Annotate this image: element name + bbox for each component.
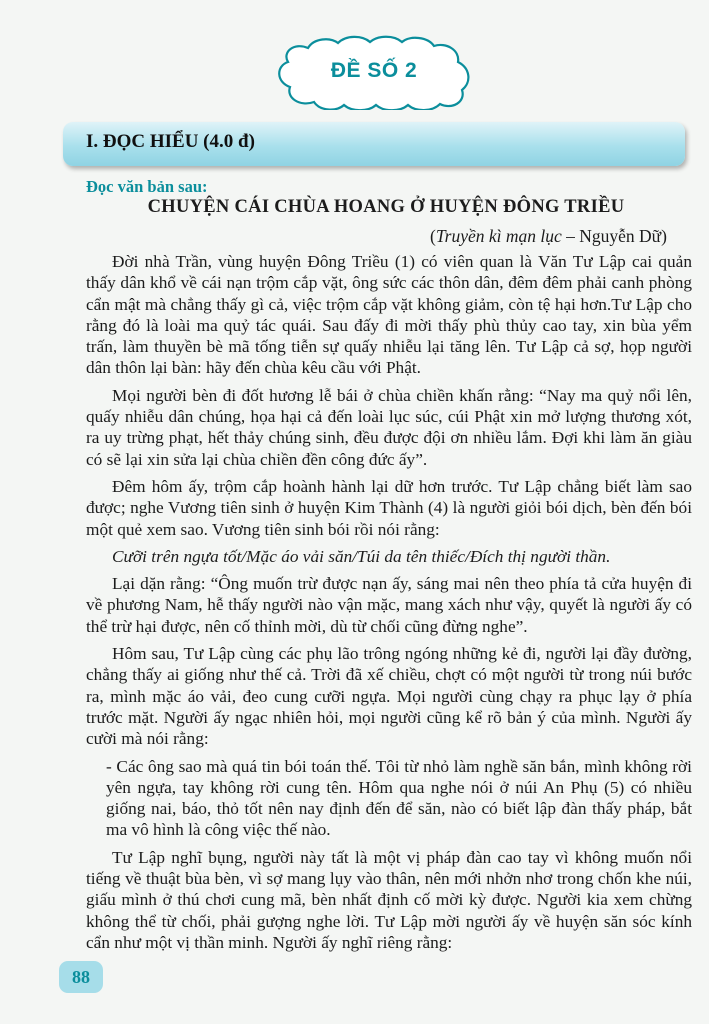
reading-prompt: Đọc văn bản sau: (86, 177, 208, 196)
paragraph: Tư Lập nghĩ bụng, người này tất là một vị pháp đàn cao tay vì không muốn nổi tiếng về thuật bùa bèn, vì sợ mang lụy vào thân, nên mới nhởn nhơ trong chốn khe núi, giấu mình ở thú chơi cung mã, bèn nhất định cố mời kỳ được. Người kia xem chừng không thể từ chối, phải gượng nghe lời. Tư Lập mời người ấy về huyện săn sóc kính cẩn như một vị thần minh. Người ấy nghĩ riêng rằng: (86, 847, 692, 952)
story-title: CHUYỆN CÁI CHÙA HOANG Ở HUYỆN ĐÔNG TRIỀU (147, 197, 625, 217)
story-body (86, 251, 692, 959)
paragraph: Hôm sau, Tư Lập cùng các phụ lão trông ngóng những kẻ đi, người lại đầy đường, chẳng thấy ai giống như thế cả. Trời đã xế chiều, chợt có một người từ trong núi bước ra, mình mặc áo vải, đeo cung cưỡi ngựa. Mọi người cùng chạy ra phục lạy ở phía trước mặt. Người ấy ngạc nhiên hỏi, mọi người cũng kể rõ bản ý của mình. Người ấy cười mà nói rằng: (86, 644, 692, 749)
paragraph: Đêm hôm ấy, trộm cắp hoành hành lại dữ hơn trước. Tư Lập chẳng biết làm sao được; nghe Vương tiên sinh ở huyện Kim Thành (4) là người giỏi bói dịch, bèn đến bói một quẻ xem sao. Vương tiên sinh bói rồi nói rằng: (86, 476, 692, 539)
paragraph: Lại dặn rằng: “Ông muốn trừ được nạn ấy, sáng mai nên theo phía tả cửa huyện đi về phương Nam, hễ thấy người nào vận mặc, mang xách như vậy, quyết là người ấy có thể trừ hại được, nên cố thỉnh mời, dù từ chối cũng đừng nghe”. (86, 574, 692, 636)
dialogue-paragraph: - Các ông sao mà quá tin bói toán thế. Tôi từ nhỏ làm nghề săn bắn, mình không rời yên ngựa, tay không rời cung tên. Hôm qua nghe nói ở núi An Phụ (5) có nhiều giống nai, báo, thỏ tốt nên nay định đến để săn, nào có biết lập đàn thấy pháp, bắt ma vô hình là công việc thế nào. (106, 756, 692, 840)
source-author: – Nguyễn Dữ) (561, 226, 667, 246)
paragraph: Mọi người bèn đi đốt hương lễ bái ở chùa chiền khấn rằng: “Nay ma quỷ nổi lên, quấy nhiễu dân chúng, họa hại cả đến loài lục súc, cúi Phật xin mở lượng thương xót, ra uy trừng phạt, hết thảy chúng sinh, đều được đội ơn nhiều lắm. Đợi khi làm ăn giàu có sẽ lại xin sửa lại chùa chiền đền công đức ấy”. (86, 385, 692, 469)
paragraph: Đời nhà Trần, vùng huyện Đông Triều (1) có viên quan là Văn Tư Lập cai quản thấy dân khổ về cái nạn trộm cắp vặt, ông sức các thôn dân, đêm đêm phải canh phòng cẩn mật mà chẳng thấy gì cả, việc trộm cắp vặt không giảm, còn tệ hại hơn.Tư Lập cho rằng đó là loài ma quỷ tác quái. Sau đấy đi mời thấy phù thủy cao tay, xin bùa yểm trấn, làm thuyền bè mã tống tiễn sự quấy nhiễu lại tăng lên. Tư Lập cả sợ, họp người dân thôn lại bàn: hãy đến chùa kêu cầu với Phật. (86, 252, 692, 378)
page-number: 88 (59, 961, 103, 993)
story-source (430, 226, 667, 247)
source-open: ( (430, 226, 436, 246)
section-title: I. ĐỌC HIỂU (4.0 đ) (86, 131, 255, 152)
exam-title: ĐỀ SỐ 2 (330, 59, 418, 82)
source-work: Truyền kì mạn lục (435, 226, 562, 246)
exam-title-badge (268, 32, 480, 110)
oracle-verse: Cưỡi trên ngựa tốt/Mặc áo vải săn/Túi da tên thiếc/Đích thị người thần. (112, 546, 611, 566)
